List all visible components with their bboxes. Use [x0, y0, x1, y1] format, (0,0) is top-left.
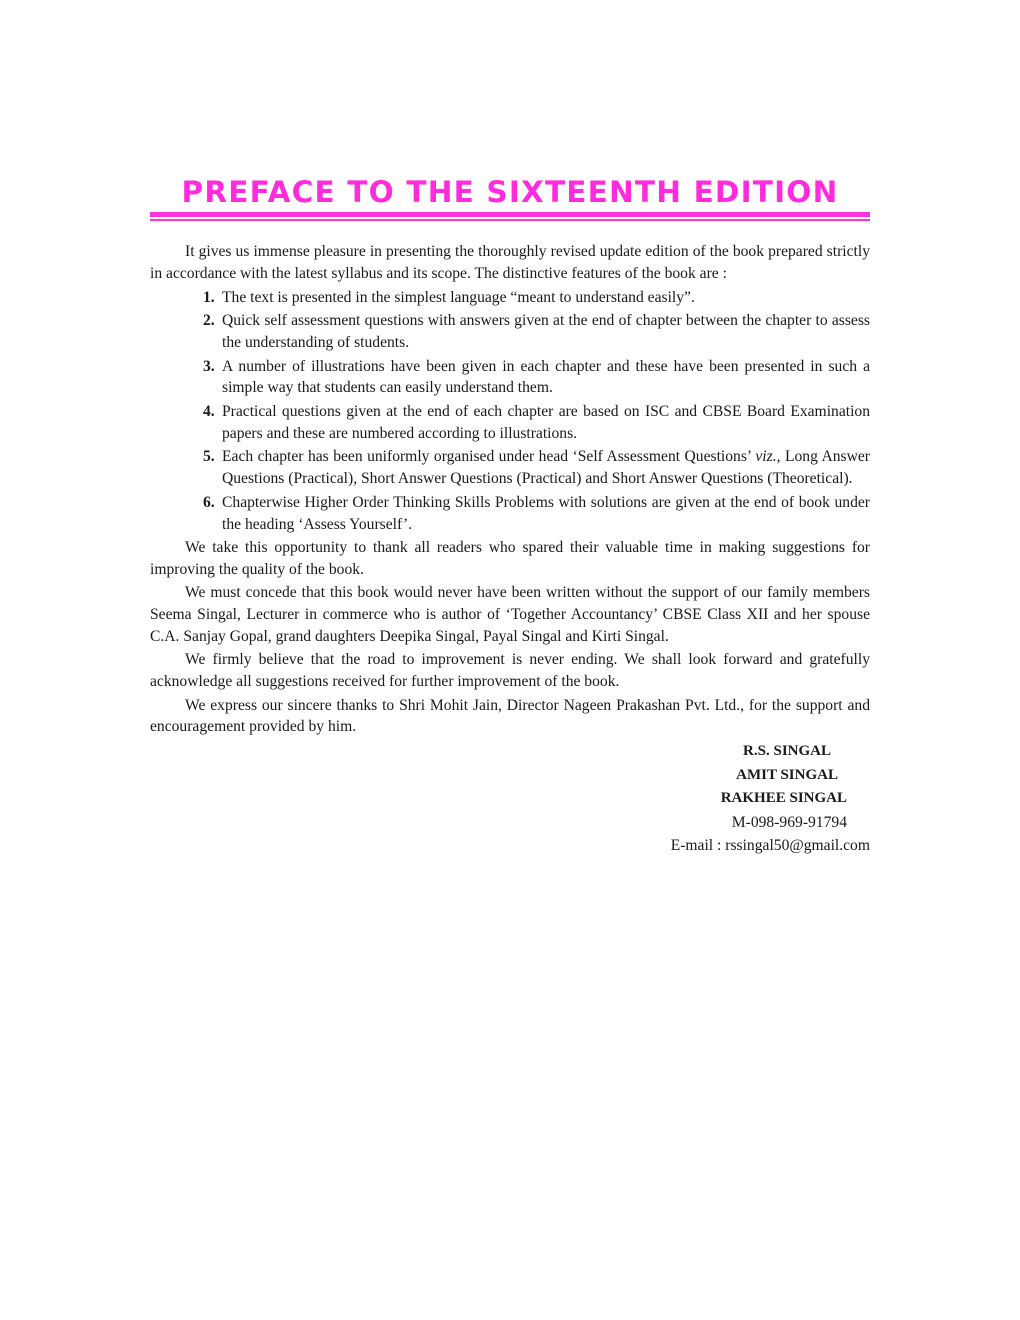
list-item: [203, 446, 870, 490]
email-address: E-mail : rssingal50@gmail.com: [670, 837, 870, 855]
list-item-text: Chapterwise Higher Order Thinking Skills Problems with solutions are given at the end of book under the heading ‘Assess Yourself’.: [222, 493, 870, 533]
improvement-paragraph: We firmly believe that the road to improvement is never ending. We shall look forward and gratefully acknowledge all suggestions received for further improvement of the book.: [150, 651, 870, 691]
features-list: [150, 287, 870, 536]
list-item-number: 3.: [203, 357, 215, 375]
signature-block: [150, 740, 870, 858]
publisher-thanks-paragraph: We express our sincere thanks to Shri Mohit Jain, Director Nageen Prakashan Pvt. Ltd., for the support and encouragement provided by him.: [150, 696, 870, 736]
page-title: PREFACE TO THE SIXTEENTH EDITION: [181, 175, 839, 209]
preface-page: [150, 172, 870, 858]
author-name: R.S. SINGAL: [743, 743, 831, 760]
author-name: RAKHEE SINGAL: [720, 790, 847, 807]
title-underline-thin: [150, 219, 870, 221]
family-paragraph: We must concede that this book would never have been written without the support of our family members Seema Singal, Lecturer in commerce who is author of ‘Together Accountancy’ CBSE Class XII and her spouse C.A. Sanjay Gopal, grand daughters Deepika Singal, Payal Singal and Kirti Singal.: [150, 584, 870, 645]
list-item-number: 6.: [203, 493, 215, 511]
list-item: [203, 287, 870, 309]
list-item: [203, 310, 870, 354]
list-item-number: 2.: [203, 312, 215, 330]
list-item-number: 1.: [203, 288, 215, 306]
list-item-text: [222, 448, 870, 487]
thanks-readers-paragraph: We take this opportunity to thank all readers who spared their valuable time in making suggestions for improving the quality of the book.: [150, 539, 870, 578]
list-item-number: 4.: [203, 402, 215, 420]
list-item: [203, 356, 870, 400]
list-item-text: The text is presented in the simplest language “meant to understand easily”.: [222, 288, 695, 306]
phone-number: M-098-969-91794: [731, 813, 847, 831]
list-item-text: Quick self assessment questions with answers given at the end of chapter between the chapter to assess the understanding of students.: [222, 312, 870, 351]
list-item-text-start: Each chapter has been uniformly organised under head ‘Self Assessment Questions’: [222, 448, 756, 466]
list-item-text-italic: viz.: [755, 448, 777, 466]
list-item: [203, 492, 870, 536]
title-underline-thick: [150, 212, 870, 217]
list-item-text-end: , Long Answer Questions (Practical), Short Answer Questions (Practical) and Short Answer Questions (Theoretical).: [222, 448, 870, 488]
list-item: [203, 401, 870, 445]
list-item-text: Practical questions given at the end of each chapter are based on ISC and CBSE Board Examination papers and these are numbered according to illustrations.: [222, 402, 870, 442]
preface-body: [150, 241, 870, 738]
intro-paragraph: It gives us immense pleasure in presenting the thoroughly revised update edition of the book prepared strictly in accordance with the latest syllabus and its scope. The distinctive features of the book are :: [150, 243, 870, 282]
list-item-text: A number of illustrations have been given in each chapter and these have been presented in such a simple way that students can easily understand them.: [222, 357, 870, 397]
list-item-number: 5.: [203, 448, 215, 466]
author-name: AMIT SINGAL: [736, 766, 838, 783]
